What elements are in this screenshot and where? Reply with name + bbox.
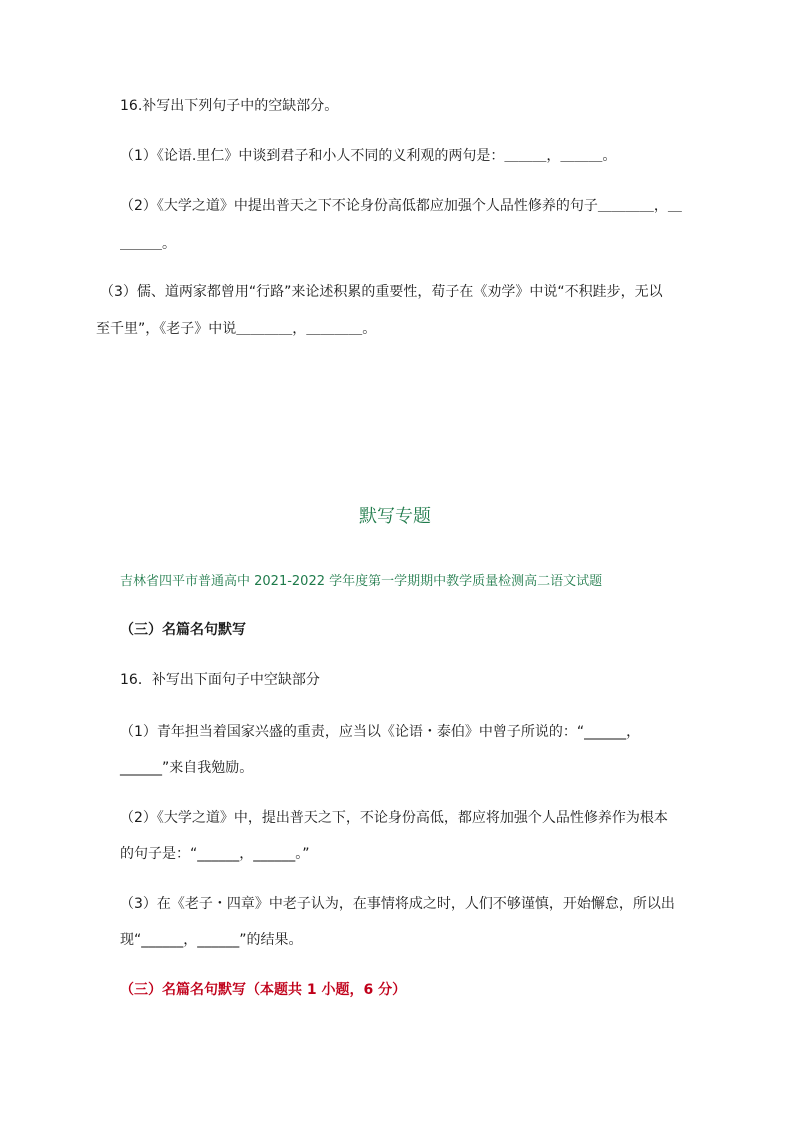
- question-1-text: （1）《论语.里仁》中谈到君子和小人不同的义利观的两句是：＿＿＿，＿＿＿。: [120, 148, 617, 164]
- question-1-text-line1: （1）青年担当着国家兴盛的重责，应当以《论语・泰伯》中曾子所说的：“______，: [120, 724, 641, 740]
- question-2-text-line1: （2）《大学之道》中提出普天之下不论身份高低都应加强个人品性修养的句子＿＿＿＿，＿: [120, 198, 682, 214]
- section-title: 默写专题: [359, 506, 431, 527]
- question-16-heading-2: 16．补写出下面句子中空缺部分: [120, 672, 320, 688]
- footer-heading: （三）名篇名句默写（本题共 1 小题，6 分）: [120, 982, 407, 998]
- question-1-text-line2: ______”来自我勉励。: [120, 760, 254, 776]
- section-subheading: （三）名篇名句默写: [120, 622, 246, 638]
- question-3-text-line2-b: 现“______，______”的结果。: [120, 932, 303, 948]
- exam-source: 吉林省四平市普通高中 2021-2022 学年度第一学期期中教学质量检测高二语文试题: [120, 574, 603, 589]
- question-2-text-line1-b: （2）《大学之道》中，提出普天之下，不论身份高低，都应将加强个人品性修养作为根本: [120, 810, 668, 826]
- question-2-text-line2-b: 的句子是：“______，______。”: [120, 846, 310, 862]
- question-3-text-line1: （3）儒、道两家都曾用“行路”来论述积累的重要性，荀子在《劝学》中说“不积跬步，无以: [100, 284, 663, 300]
- question-3-text-line1-b: （3）在《老子・四章》中老子认为，在事情将成之时，人们不够谨慎，开始懈怠，所以出: [120, 896, 675, 912]
- question-16-heading: 16.补写出下列句子中的空缺部分。: [120, 98, 339, 114]
- question-3-text-line2: 至千里”，《老子》中说＿＿＿＿，＿＿＿＿。: [96, 321, 377, 337]
- question-2-text-line2: ＿＿＿。: [120, 236, 176, 252]
